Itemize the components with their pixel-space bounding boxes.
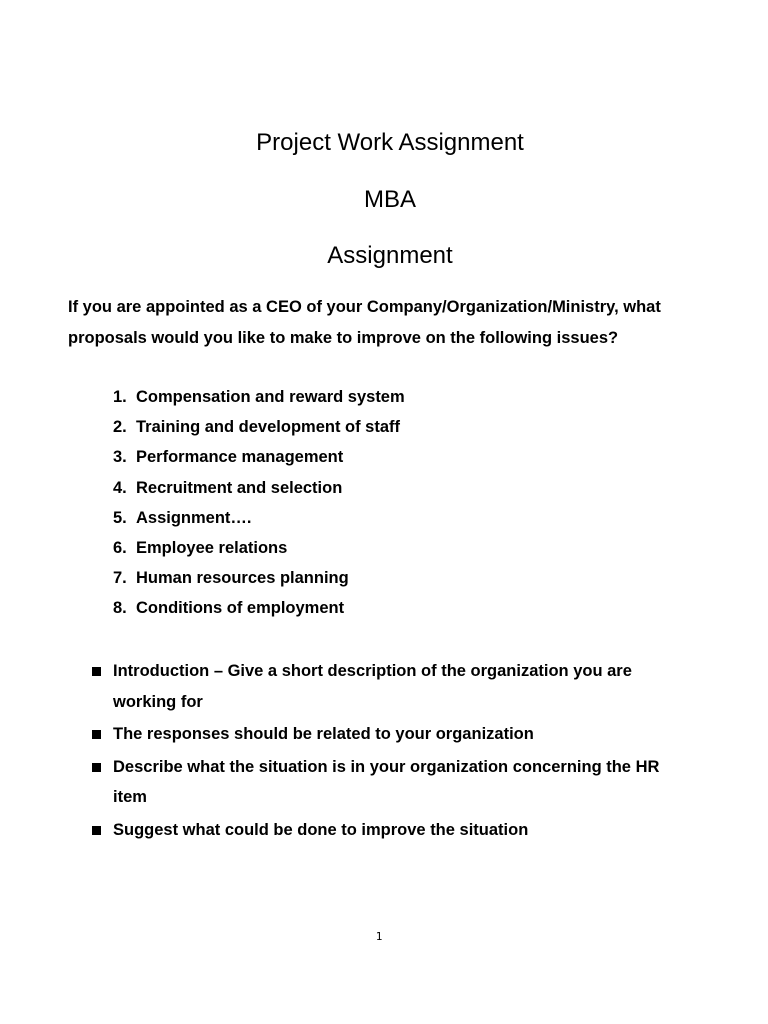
list-item xyxy=(113,563,405,593)
guidelines-list xyxy=(92,656,692,847)
list-item xyxy=(113,593,405,623)
list-item xyxy=(113,473,405,503)
item-number: 3. xyxy=(113,448,127,467)
item-text: Conditions of employment xyxy=(136,599,345,618)
bullet-item xyxy=(92,815,692,846)
square-bullet-icon xyxy=(92,667,101,676)
item-number: 5. xyxy=(113,508,127,527)
list-item xyxy=(113,533,405,563)
page-number: 1 xyxy=(375,930,383,943)
item-text: Assignment…. xyxy=(136,508,252,527)
item-number: 1. xyxy=(113,388,127,406)
list-item xyxy=(113,503,405,533)
item-number: 2. xyxy=(113,418,127,437)
square-bullet-icon xyxy=(92,730,101,739)
bullet-text: Introduction – Give a short description of the organization you are working for xyxy=(113,662,632,711)
item-number: 7. xyxy=(113,569,127,588)
assignment-question: If you are appointed as a CEO of your Company/Organization/Ministry, what proposals would you like to make to improve on the following issues? xyxy=(68,298,661,347)
item-text: Recruitment and selection xyxy=(136,478,343,497)
bullet-item xyxy=(92,752,692,813)
item-text: Human resources planning xyxy=(136,569,349,588)
list-item xyxy=(113,412,405,442)
item-number: 8. xyxy=(113,599,127,618)
square-bullet-icon xyxy=(92,763,101,772)
item-text: Compensation and reward system xyxy=(136,388,405,406)
document-title: Project Work Assignment xyxy=(256,129,524,156)
item-text: Performance management xyxy=(136,448,344,467)
bullet-item xyxy=(92,656,692,717)
bullet-text: Describe what the situation is in your organization concerning the HR item xyxy=(113,757,660,806)
assignment-heading: Assignment xyxy=(327,242,453,269)
item-text: Employee relations xyxy=(136,538,288,557)
bullet-text: The responses should be related to your organization xyxy=(113,725,534,743)
bullet-text: Suggest what could be done to improve the situation xyxy=(113,820,529,839)
list-item xyxy=(113,442,405,472)
item-number: 6. xyxy=(113,538,127,557)
bullet-item xyxy=(92,719,692,750)
item-text: Training and development of staff xyxy=(136,418,401,437)
list-item xyxy=(113,382,405,412)
item-number: 4. xyxy=(113,478,127,497)
issues-list xyxy=(113,382,405,624)
program-heading: MBA xyxy=(363,186,416,213)
square-bullet-icon xyxy=(92,826,101,835)
